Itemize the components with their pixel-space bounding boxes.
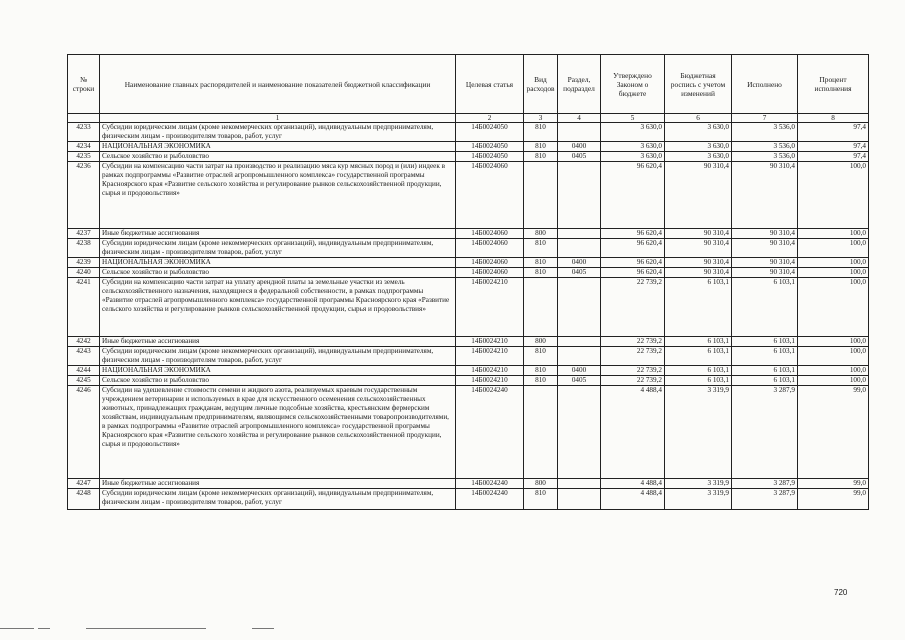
row-executed: 90 310,4 <box>732 229 798 239</box>
row-kind: 810 <box>524 152 558 162</box>
row-painting: 6 103,1 <box>665 366 732 376</box>
row-approved: 96 620,4 <box>601 268 665 278</box>
row-number: 4240 <box>68 268 100 278</box>
row-target: 14Б0024050 <box>456 123 524 142</box>
header-approved: Утверждено Законом о бюджете <box>601 55 665 114</box>
row-approved: 22 739,2 <box>601 337 665 347</box>
row-number: 4233 <box>68 123 100 142</box>
row-executed: 6 103,1 <box>732 347 798 366</box>
row-executed: 3 287,9 <box>732 479 798 489</box>
table-row <box>68 239 869 258</box>
row-section: 0405 <box>558 268 601 278</box>
row-executed: 3 287,9 <box>732 489 798 510</box>
column-number: 5 <box>601 114 665 123</box>
row-name: Субсидии юридическим лицам (кроме некоммерческих организаций), индивидуальным предпринимателям, физическим лицам - производителям товаров, работ, услуг <box>100 123 456 142</box>
row-approved: 22 739,2 <box>601 376 665 386</box>
row-kind: 810 <box>524 376 558 386</box>
row-name: Субсидии на компенсацию части затрат на уплату арендной платы за земельные участки из земель сельскохозяйственного назначения, находящиеся в федеральной собственности, в рамках подпрограммы «Развитие отраслей агропромышленного комплекса» государственной программы Красноярского края «Развитие сельского хозяйства и регулирование рынков сельскохозяйственной продукции, сырья и продовольствия» <box>100 278 456 337</box>
column-number: 6 <box>665 114 732 123</box>
row-target: 14Б0024060 <box>456 268 524 278</box>
row-kind: 800 <box>524 337 558 347</box>
row-percent: 100,0 <box>798 229 869 239</box>
row-section: 0400 <box>558 366 601 376</box>
row-section <box>558 386 601 479</box>
row-target: 14Б0024240 <box>456 489 524 510</box>
column-number: 7 <box>732 114 798 123</box>
row-percent: 97,4 <box>798 152 869 162</box>
row-painting: 6 103,1 <box>665 376 732 386</box>
row-name: Сельское хозяйство и рыболовство <box>100 268 456 278</box>
row-executed: 3 287,9 <box>732 386 798 479</box>
table-row <box>68 479 869 489</box>
row-kind: 800 <box>524 229 558 239</box>
row-target: 14Б0024240 <box>456 386 524 479</box>
row-target: 14Б0024060 <box>456 162 524 229</box>
table-row <box>68 366 869 376</box>
row-number: 4234 <box>68 142 100 152</box>
row-target: 14Б0024240 <box>456 479 524 489</box>
row-target: 14Б0024210 <box>456 337 524 347</box>
row-number: 4246 <box>68 386 100 479</box>
row-painting: 3 630,0 <box>665 142 732 152</box>
row-percent: 100,0 <box>798 258 869 268</box>
row-number: 4239 <box>68 258 100 268</box>
row-executed: 90 310,4 <box>732 258 798 268</box>
column-number-blank <box>68 114 100 123</box>
row-painting: 3 319,9 <box>665 479 732 489</box>
row-percent: 100,0 <box>798 239 869 258</box>
row-target: 14Б0024060 <box>456 239 524 258</box>
row-kind: 810 <box>524 239 558 258</box>
table-row <box>68 142 869 152</box>
row-target: 14Б0024210 <box>456 278 524 337</box>
row-painting: 90 310,4 <box>665 258 732 268</box>
table-row <box>68 347 869 366</box>
table-row <box>68 258 869 268</box>
table-row <box>68 489 869 510</box>
column-number-row <box>68 114 869 123</box>
row-kind: 810 <box>524 123 558 142</box>
row-number: 4247 <box>68 479 100 489</box>
row-name: Субсидии юридическим лицам (кроме некоммерческих организаций), индивидуальным предпринимателям, физическим лицам - производителям товаров, работ, услуг <box>100 489 456 510</box>
row-kind <box>524 162 558 229</box>
row-name: Сельское хозяйство и рыболовство <box>100 152 456 162</box>
row-painting: 3 630,0 <box>665 123 732 142</box>
header-kind: Вид расходов <box>524 55 558 114</box>
row-name: НАЦИОНАЛЬНАЯ ЭКОНОМИКА <box>100 366 456 376</box>
row-painting: 3 319,9 <box>665 386 732 479</box>
row-painting: 90 310,4 <box>665 162 732 229</box>
row-number: 4236 <box>68 162 100 229</box>
row-number: 4243 <box>68 347 100 366</box>
row-section <box>558 239 601 258</box>
column-number: 1 <box>100 114 456 123</box>
row-executed: 90 310,4 <box>732 239 798 258</box>
row-painting: 6 103,1 <box>665 347 732 366</box>
row-section <box>558 229 601 239</box>
row-target: 14Б0024210 <box>456 366 524 376</box>
row-executed: 6 103,1 <box>732 278 798 337</box>
row-section: 0400 <box>558 142 601 152</box>
table-row <box>68 152 869 162</box>
row-section <box>558 123 601 142</box>
row-section <box>558 489 601 510</box>
row-name: Иные бюджетные ассигнования <box>100 337 456 347</box>
header-painting: Бюджетная роспись с учетом изменений <box>665 55 732 114</box>
header-row <box>68 55 869 114</box>
row-section <box>558 278 601 337</box>
row-name: Субсидии юридическим лицам (кроме некоммерческих организаций), индивидуальным предпринимателям, физическим лицам - производителям товаров, работ, услуг <box>100 239 456 258</box>
row-percent: 100,0 <box>798 268 869 278</box>
table-row <box>68 278 869 337</box>
row-number: 4244 <box>68 366 100 376</box>
table-body <box>68 123 869 510</box>
row-name: НАЦИОНАЛЬНАЯ ЭКОНОМИКА <box>100 258 456 268</box>
row-kind: 810 <box>524 258 558 268</box>
row-approved: 3 630,0 <box>601 142 665 152</box>
row-executed: 90 310,4 <box>732 268 798 278</box>
row-name: Субсидии на компенсацию части затрат на производство и реализацию мяса кур мясных пород и (или) индеек в рамках подпрограммы «Развитие отраслей агропромышленного комплекса» государственной программы Красноярского края «Развитие сельского хозяйства и регулирование рынков сельскохозяйственной продукции, сырья и продовольствия» <box>100 162 456 229</box>
row-approved: 4 488,4 <box>601 386 665 479</box>
column-number: 4 <box>558 114 601 123</box>
row-name: НАЦИОНАЛЬНАЯ ЭКОНОМИКА <box>100 142 456 152</box>
column-number: 3 <box>524 114 558 123</box>
row-target: 14Б0024050 <box>456 142 524 152</box>
page-number: 720 <box>834 588 848 597</box>
row-approved: 96 620,4 <box>601 239 665 258</box>
table-row <box>68 376 869 386</box>
row-painting: 3 630,0 <box>665 152 732 162</box>
row-section <box>558 337 601 347</box>
row-kind: 810 <box>524 489 558 510</box>
scan-artifact-lines <box>0 626 300 632</box>
row-kind: 800 <box>524 479 558 489</box>
header-percent: Процент исполнения <box>798 55 869 114</box>
column-number: 2 <box>456 114 524 123</box>
row-painting: 90 310,4 <box>665 229 732 239</box>
row-approved: 22 739,2 <box>601 366 665 376</box>
row-executed: 3 536,0 <box>732 123 798 142</box>
row-kind: 810 <box>524 347 558 366</box>
row-name: Иные бюджетные ассигнования <box>100 229 456 239</box>
row-name: Субсидии на удешевление стоимости семени и жидкого азота, реализуемых краевым государственным учреждением ветеринарии и используемых в крае для искусственного осеменения сельскохозяйственных животных, принадлежащих гражданам, ведущим личные подсобные хозяйства, крестьянским фермерским хозяйствам, индивидуальным предпринимателям, являющимся сельскохозяйственными товаропроизводителями, в рамках подпрограммы «Развитие отраслей агропромышленного комплекса» государственной программы Красноярского края «Развитие сельского хозяйства и регулирование рынков сельскохозяйственной продукции, сырья и продовольствия» <box>100 386 456 479</box>
row-approved: 22 739,2 <box>601 278 665 337</box>
row-kind <box>524 386 558 479</box>
row-section: 0405 <box>558 376 601 386</box>
column-number: 8 <box>798 114 869 123</box>
row-target: 14Б0024060 <box>456 229 524 239</box>
table-row <box>68 386 869 479</box>
row-section <box>558 479 601 489</box>
row-executed: 6 103,1 <box>732 366 798 376</box>
header-section: Раздел, подраздел <box>558 55 601 114</box>
row-target: 14Б0024210 <box>456 376 524 386</box>
row-painting: 6 103,1 <box>665 278 732 337</box>
row-target: 14Б0024060 <box>456 258 524 268</box>
row-executed: 6 103,1 <box>732 376 798 386</box>
row-executed: 3 536,0 <box>732 142 798 152</box>
row-approved: 4 488,4 <box>601 489 665 510</box>
header-name: Наименование главных распорядителей и наименование показателей бюджетной классификации <box>100 55 456 114</box>
row-percent: 100,0 <box>798 376 869 386</box>
row-kind: 810 <box>524 142 558 152</box>
row-painting: 90 310,4 <box>665 268 732 278</box>
row-approved: 96 620,4 <box>601 162 665 229</box>
row-number: 4237 <box>68 229 100 239</box>
row-number: 4238 <box>68 239 100 258</box>
row-target: 14Б0024210 <box>456 347 524 366</box>
row-percent: 99,0 <box>798 479 869 489</box>
row-kind: 810 <box>524 366 558 376</box>
row-percent: 100,0 <box>798 337 869 347</box>
row-name: Сельское хозяйство и рыболовство <box>100 376 456 386</box>
row-executed: 6 103,1 <box>732 337 798 347</box>
row-kind <box>524 278 558 337</box>
header-target: Целевая статья <box>456 55 524 114</box>
row-approved: 22 739,2 <box>601 347 665 366</box>
row-section: 0405 <box>558 152 601 162</box>
row-name: Иные бюджетные ассигнования <box>100 479 456 489</box>
row-approved: 4 488,4 <box>601 479 665 489</box>
row-section <box>558 162 601 229</box>
row-approved: 3 630,0 <box>601 152 665 162</box>
row-number: 4248 <box>68 489 100 510</box>
budget-execution-table <box>67 54 869 510</box>
row-target: 14Б0024050 <box>456 152 524 162</box>
row-painting: 90 310,4 <box>665 239 732 258</box>
row-percent: 97,4 <box>798 142 869 152</box>
row-percent: 97,4 <box>798 123 869 142</box>
row-percent: 100,0 <box>798 366 869 376</box>
row-approved: 3 630,0 <box>601 123 665 142</box>
row-number: 4242 <box>68 337 100 347</box>
row-percent: 99,0 <box>798 489 869 510</box>
table-row <box>68 162 869 229</box>
row-section <box>558 347 601 366</box>
row-name: Субсидии юридическим лицам (кроме некоммерческих организаций), индивидуальным предпринимателям, физическим лицам - производителям товаров, работ, услуг <box>100 347 456 366</box>
row-approved: 96 620,4 <box>601 229 665 239</box>
table-row <box>68 337 869 347</box>
row-approved: 96 620,4 <box>601 258 665 268</box>
row-executed: 3 536,0 <box>732 152 798 162</box>
table-row <box>68 123 869 142</box>
row-kind: 810 <box>524 268 558 278</box>
row-percent: 100,0 <box>798 347 869 366</box>
row-section: 0400 <box>558 258 601 268</box>
table-row <box>68 268 869 278</box>
header-executed: Исполнено <box>732 55 798 114</box>
row-number: 4245 <box>68 376 100 386</box>
row-number: 4241 <box>68 278 100 337</box>
row-number: 4235 <box>68 152 100 162</box>
table-row <box>68 229 869 239</box>
row-painting: 3 319,9 <box>665 489 732 510</box>
row-painting: 6 103,1 <box>665 337 732 347</box>
header-row-no: № строки <box>68 55 100 114</box>
row-percent: 99,0 <box>798 386 869 479</box>
row-executed: 90 310,4 <box>732 162 798 229</box>
row-percent: 100,0 <box>798 162 869 229</box>
row-percent: 100,0 <box>798 278 869 337</box>
